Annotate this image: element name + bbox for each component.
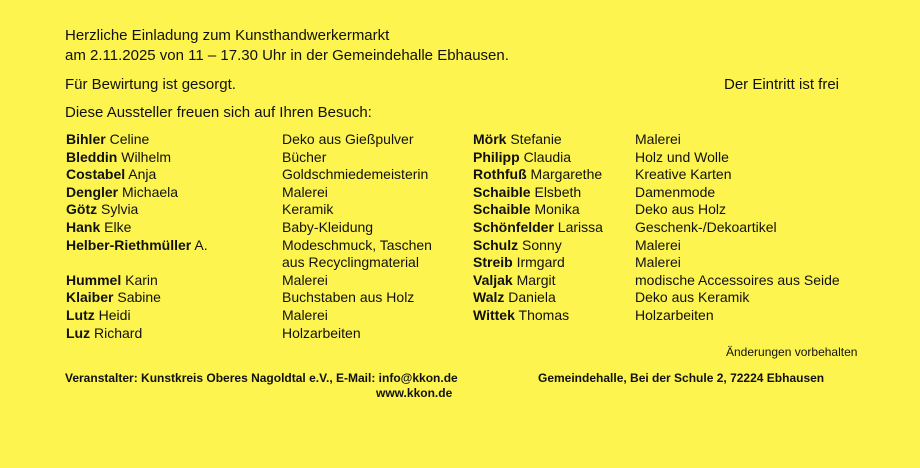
website-link[interactable]: www.kkon.de [376,386,453,400]
invitation-heading: Herzliche Einladung zum Kunsthandwerkermarkt [65,27,390,44]
list-item: Bleddin Wilhelm [66,148,172,165]
list-item: Schaible Elsbeth [473,183,582,200]
list-item: Luz Richard [66,324,143,341]
event-date-line: am 2.11.2025 von 11 – 17.30 Uhr in der Gemeindehalle Ebhausen. [65,47,509,64]
entry-note: Der Eintritt ist frei [724,76,840,93]
list-item: Walz Daniela [473,289,556,306]
list-item: Philipp Claudia [473,148,572,165]
exhibitor-crafts-right: Malerei Holz und Wolle Kreative Karten Damenmode Deko aus Holz Geschenk-/Dekoartikel Malerei Malerei modische Accessoires aus Seide Deko aus Keramik Holzarbeiten [635,131,840,323]
list-item: Mörk Stefanie [473,131,562,147]
list-item: Götz Sylvia [66,201,139,218]
list-item: Schaible Monika [473,201,580,218]
list-item: Helber-Riethmüller A. [66,236,208,253]
list-item: Dengler Michaela [66,183,179,200]
list-item: Valjak Margit [473,271,556,288]
list-item: Wittek Thomas [473,306,570,323]
list-item: Bihler Celine [66,131,150,147]
list-item: Rothfuß Margarethe [473,166,603,183]
catering-note: Für Bewirtung ist gesorgt. [65,76,236,93]
organizer-line: Veranstalter: Kunstkreis Oberes Nagoldtal e.V., E-Mail: info@kkon.de [65,371,458,385]
list-item: Klaiber Sabine [66,289,161,306]
exhibitor-crafts-left: Deko aus Gießpulver Bücher Goldschmiedemeisterin Malerei Keramik Baby-Kleidung Modeschmuck, Taschen aus Recyclingmaterial Malerei Buchstaben aus Holz Malerei Holzarbeiten [282,131,432,341]
changes-note: Änderungen vorbehalten [726,345,858,359]
exhibitors-heading: Diese Aussteller freuen sich auf Ihren Besuch: [65,104,372,121]
list-item: Streib Irmgard [473,254,565,271]
list-item: Lutz Heidi [66,306,131,323]
exhibitor-names-right [473,131,603,325]
venue-line: Gemeindehalle, Bei der Schule 2, 72224 Ebhausen [538,371,825,385]
list-item: Schulz Sonny [473,236,562,253]
exhibitor-names-left [66,131,208,342]
list-item: Hank Elke [66,218,132,235]
list-item: Costabel Anja [66,166,157,183]
list-item: Schönfelder Larissa [473,218,603,235]
list-item: Hummel Karin [66,271,158,288]
